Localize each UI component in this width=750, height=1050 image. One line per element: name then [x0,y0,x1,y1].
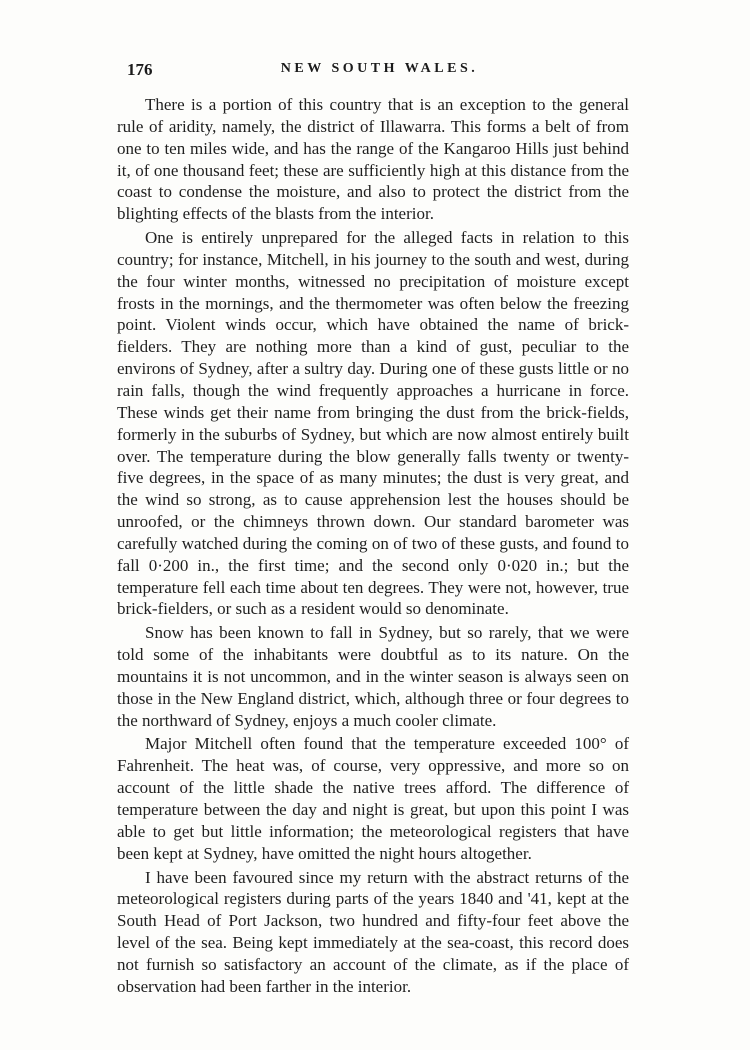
page-header [127,60,632,84]
paragraph: One is entirely unprepared for the alleged facts in relation to this country; for instance, Mitchell, in his journey to the south and west, during the four winter months, witnessed no precipitation of moisture except frosts in the mornings, and the thermometer was often below the freezing point. Violent winds occur, which have obtained the name of brick-fielders. They are nothing more than a kind of gust, peculiar to the environs of Sydney, after a sultry day. During one of these gusts little or no rain falls, though the wind frequently approaches a hurricane in force. These winds get their name from bringing the dust from the brick-fields, formerly in the suburbs of Sydney, but which are now almost entirely built over. The temperature during the blow generally falls twenty or twenty-five degrees, in the space of as many minutes; the dust is very great, and the wind so strong, as to cause apprehension lest the houses should be unroofed, or the chimneys thrown down. Our standard barometer was carefully watched during the coming on of two of these gusts, and found to fall 0·200 in., the first time; and the second only 0·020 in.; but the temperature fell each time about ten degrees. They were not, however, true brick-fielders, or such as a resident would so denominate. [117,228,629,619]
running-title: NEW SOUTH WALES. [280,61,479,76]
paragraph: I have been favoured since my return with the abstract returns of the meteorological registers during parts of the years 1840 and '41, kept at the South Head of Port Jackson, two hundred and fifty-four feet above the level of the sea. Being kept immediately at the sea-coast, this record does not furnish so satisfactory an account of the climate, as if the place of observation had been farther in the interior. [117,867,629,996]
paragraph: There is a portion of this country that is an exception to the general rule of aridity, namely, the district of Illawarra. This forms a belt of from one to ten miles wide, and has the range of the Kangaroo Hills just behind it, of one thousand feet; these are sufficiently high at this distance from the coast to condense the moisture, and also to protect the district from the blighting effects of the blasts from the interior. [117,95,629,224]
body-text [117,94,629,1000]
paragraph: Snow has been known to fall in Sydney, but so rarely, that we were told some of the inhabitants were doubtful as to its nature. On the mountains it is not uncommon, and in the winter season is always seen on those in the New England district, which, although three or four degrees to the northward of Sydney, enjoys a much cooler climate. [117,623,629,730]
paragraph: Major Mitchell often found that the temperature exceeded 100° of Fahrenheit. The heat was, of course, very oppressive, and more so on account of the little shade the native trees afford. The difference of temperature between the day and night is great, but upon this point I was able to get but little information; the meteorological registers that have been kept at Sydney, have omitted the night hours altogether. [117,734,629,863]
page-number: 176 [127,60,153,79]
